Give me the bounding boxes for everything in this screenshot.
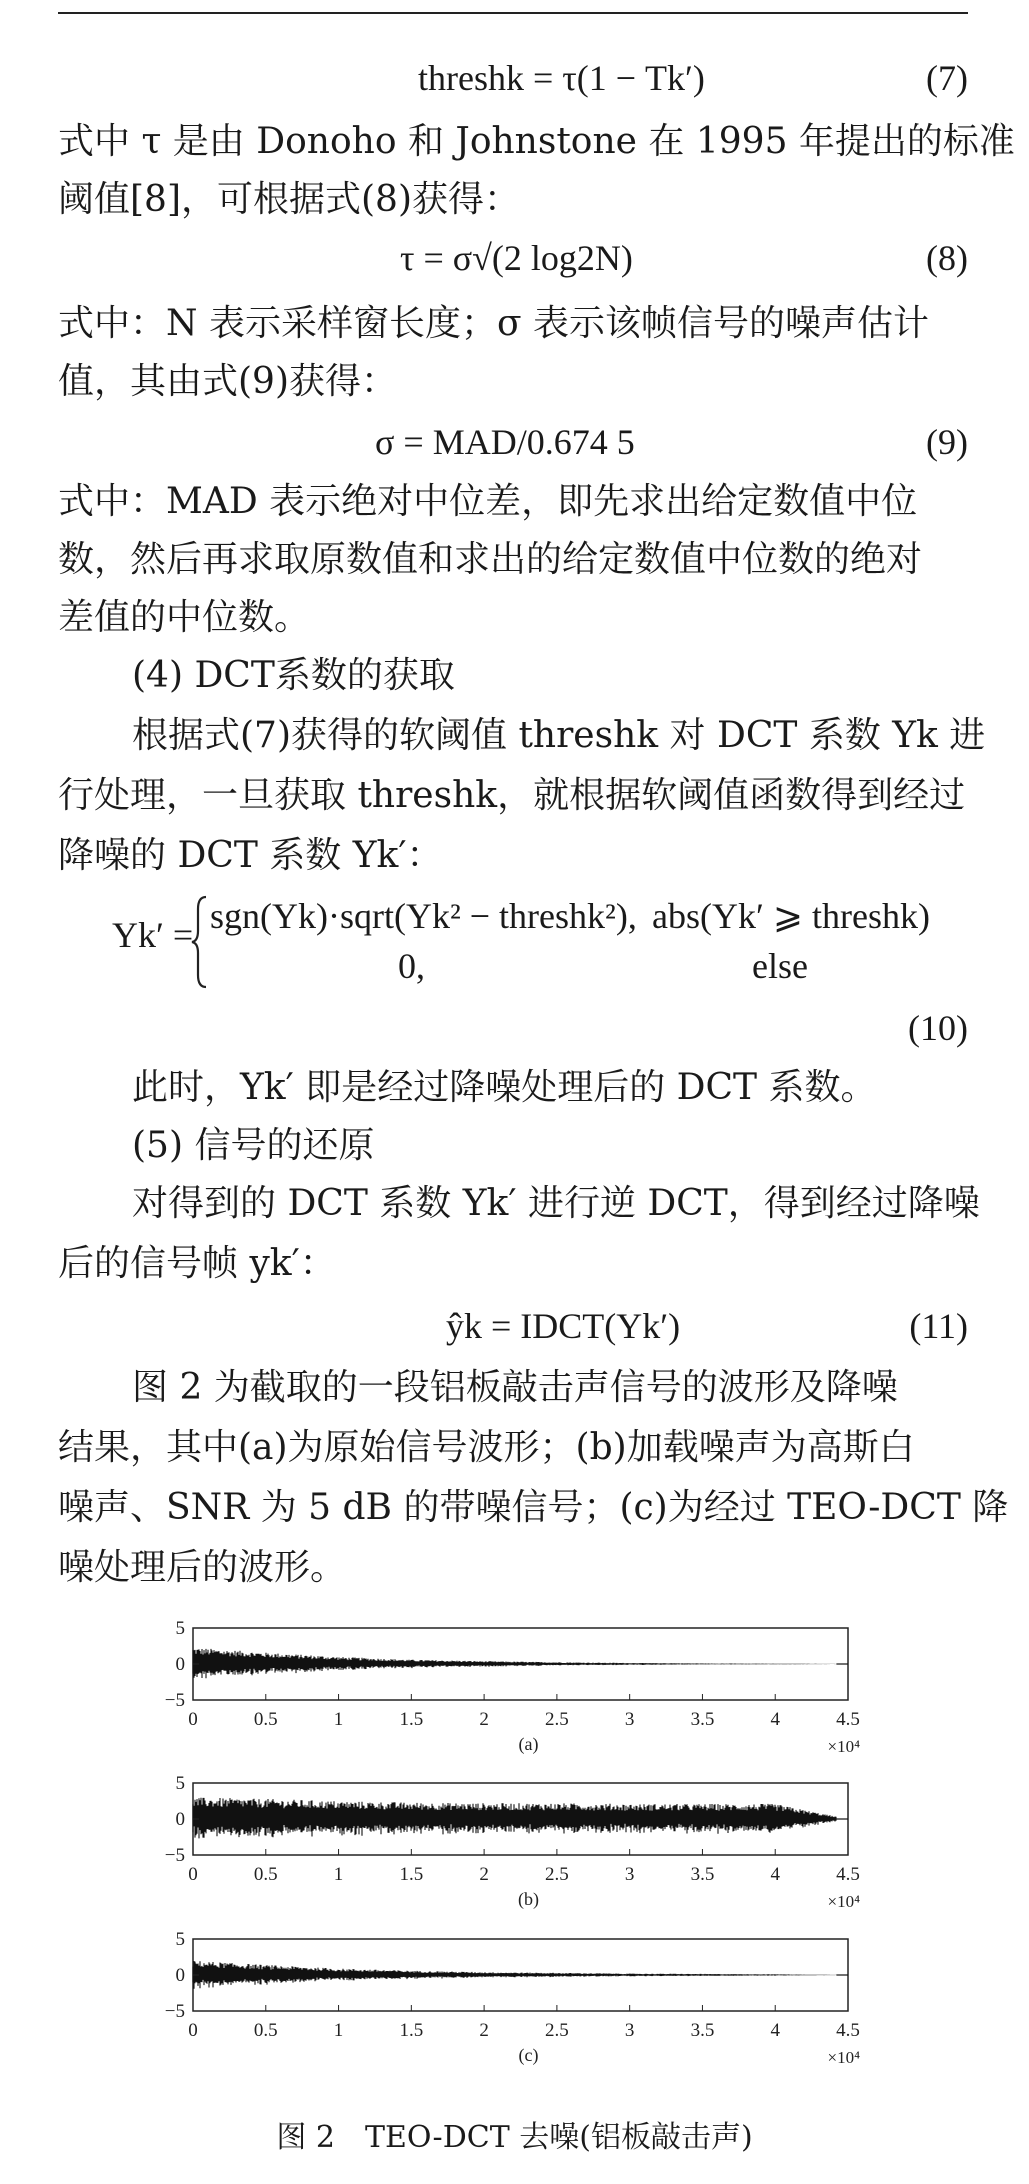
y-tick-label: 0	[175, 1965, 185, 1986]
equation-10-lhs: Yk′ =	[112, 915, 194, 955]
equation-11-number: (11)	[909, 1306, 968, 1346]
equation-9-number: (9)	[926, 422, 968, 462]
x-tick-label: 1.5	[399, 1709, 424, 1730]
y-tick-label: 5	[175, 1929, 185, 1950]
y-tick-label: −5	[164, 1690, 185, 1711]
x-tick-label: 2.5	[545, 2020, 569, 2041]
x-tick-label: 1.5	[399, 2020, 424, 2041]
x-tick-label: 0.5	[253, 1709, 278, 1730]
x-tick-label: 2	[479, 2020, 489, 2041]
body-text-line: 噪处理后的波形。	[58, 1547, 347, 1588]
figure-2-waveforms	[0, 1610, 1029, 2090]
body-text-line: 式中 τ 是由 Donoho 和 Johnstone 在 1995 年提出的标准	[58, 121, 1015, 162]
equation-7-number: (7)	[926, 58, 968, 98]
equation-10-cond1: abs(Yk′ ⩾ threshk)	[652, 896, 930, 936]
waveform-series	[193, 1798, 836, 1839]
equation-8-number: (8)	[926, 238, 968, 278]
x-tick-label: 4.5	[836, 1709, 860, 1730]
x-tick-label: 2.5	[545, 1709, 569, 1730]
x-scale-label: ×10⁴	[827, 2048, 860, 2067]
y-tick-label: −5	[164, 2001, 185, 2022]
body-text-line: 差值的中位数。	[58, 597, 311, 638]
x-tick-label: 3.5	[690, 2020, 715, 2041]
x-tick-label: 0	[188, 1709, 198, 1730]
section-heading: (5) 信号的还原	[132, 1125, 375, 1166]
body-text-line: 降噪的 DCT 系数 Yk′：	[58, 835, 443, 876]
x-tick-label: 2	[479, 1864, 489, 1885]
body-text-line: 阈值[8]，可根据式(8)获得：	[58, 179, 520, 220]
figure-caption: 图 2 TEO-DCT 去噪(铝板敲击声)	[276, 2120, 753, 2155]
body-text-line: 根据式(7)获得的软阈值 threshk 对 DCT 系数 Yk 进	[132, 715, 986, 756]
x-tick-label: 1	[333, 2020, 344, 2041]
x-scale-label: ×10⁴	[827, 1737, 860, 1756]
equation-10-case1: sgn(Yk)·sqrt(Yk² − threshk²),	[210, 896, 637, 936]
equation-9: σ = MAD/0.674 5	[375, 422, 635, 462]
equation-7: threshk = τ(1 − Tk′)	[418, 58, 705, 98]
y-tick-label: 0	[175, 1654, 185, 1675]
equation-11: ŷk = IDCT(Yk′)	[446, 1306, 681, 1346]
y-tick-label: 5	[175, 1773, 185, 1794]
subplot-label: (a)	[518, 1734, 539, 1754]
x-tick-label: 0.5	[253, 1864, 278, 1885]
x-tick-label: 0	[188, 2020, 198, 2041]
x-tick-label: 1	[333, 1709, 344, 1730]
waveform-series	[193, 1961, 836, 1989]
body-text-line: 图 2 为截取的一段铝板敲击声信号的波形及降噪	[132, 1367, 898, 1408]
x-tick-label: 3	[624, 1709, 635, 1730]
body-text-line: 此时，Yk′ 即是经过降噪处理后的 DCT 系数。	[132, 1067, 877, 1108]
body-text-line: 对得到的 DCT 系数 Yk′ 进行逆 DCT，得到经过降噪	[132, 1183, 980, 1224]
waveform-series	[193, 1649, 836, 1678]
body-text-line: 结果，其中(a)为原始信号波形；(b)加载噪声为高斯白	[58, 1427, 915, 1468]
x-tick-label: 4	[770, 1864, 780, 1885]
body-text-line: 噪声、SNR 为 5 dB 的带噪信号；(c)为经过 TEO-DCT 降	[58, 1487, 1009, 1528]
x-tick-label: 0.5	[253, 2020, 278, 2041]
x-tick-label: 4	[770, 2020, 780, 2041]
x-scale-label: ×10⁴	[827, 1892, 860, 1911]
x-tick-label: 2	[479, 1709, 489, 1730]
body-text-line: 行处理，一旦获取 threshk，就根据软阈值函数得到经过	[58, 775, 966, 816]
x-tick-label: 4.5	[836, 2020, 860, 2041]
subplot-label: (c)	[518, 2045, 539, 2065]
x-tick-label: 1	[333, 1864, 344, 1885]
subplot-label: (b)	[518, 1889, 539, 1909]
y-tick-label: 5	[175, 1618, 185, 1639]
x-tick-label: 4	[770, 1709, 780, 1730]
equation-10-cond2: else	[752, 946, 808, 986]
x-tick-label: 3	[624, 1864, 635, 1885]
x-tick-label: 4.5	[836, 1864, 860, 1885]
y-tick-label: −5	[164, 1845, 185, 1866]
x-tick-label: 3.5	[690, 1709, 715, 1730]
top-rule	[58, 12, 968, 14]
equation-10-case2: 0,	[398, 946, 425, 986]
x-tick-label: 3.5	[690, 1864, 715, 1885]
x-tick-label: 0	[188, 1864, 198, 1885]
equation-10-number: (10)	[908, 1008, 968, 1048]
y-tick-label: 0	[175, 1809, 185, 1830]
body-text-line: 式中：MAD 表示绝对中位差，即先求出给定数值中位	[58, 481, 918, 522]
body-text-line: 后的信号帧 yk′：	[58, 1243, 336, 1284]
x-tick-label: 2.5	[545, 1864, 569, 1885]
section-heading: (4) DCT系数的获取	[132, 655, 455, 696]
equation-8: τ = σ√(2 log2N)	[400, 238, 633, 278]
body-text-line: 值，其由式(9)获得：	[58, 361, 397, 402]
brace-icon	[190, 895, 210, 989]
body-text-line: 式中：N 表示采样窗长度；σ 表示该帧信号的噪声估计	[58, 303, 929, 344]
x-tick-label: 1.5	[399, 1864, 424, 1885]
body-text-line: 数，然后再求取原数值和求出的给定数值中位数的绝对	[58, 539, 923, 580]
x-tick-label: 3	[624, 2020, 635, 2041]
